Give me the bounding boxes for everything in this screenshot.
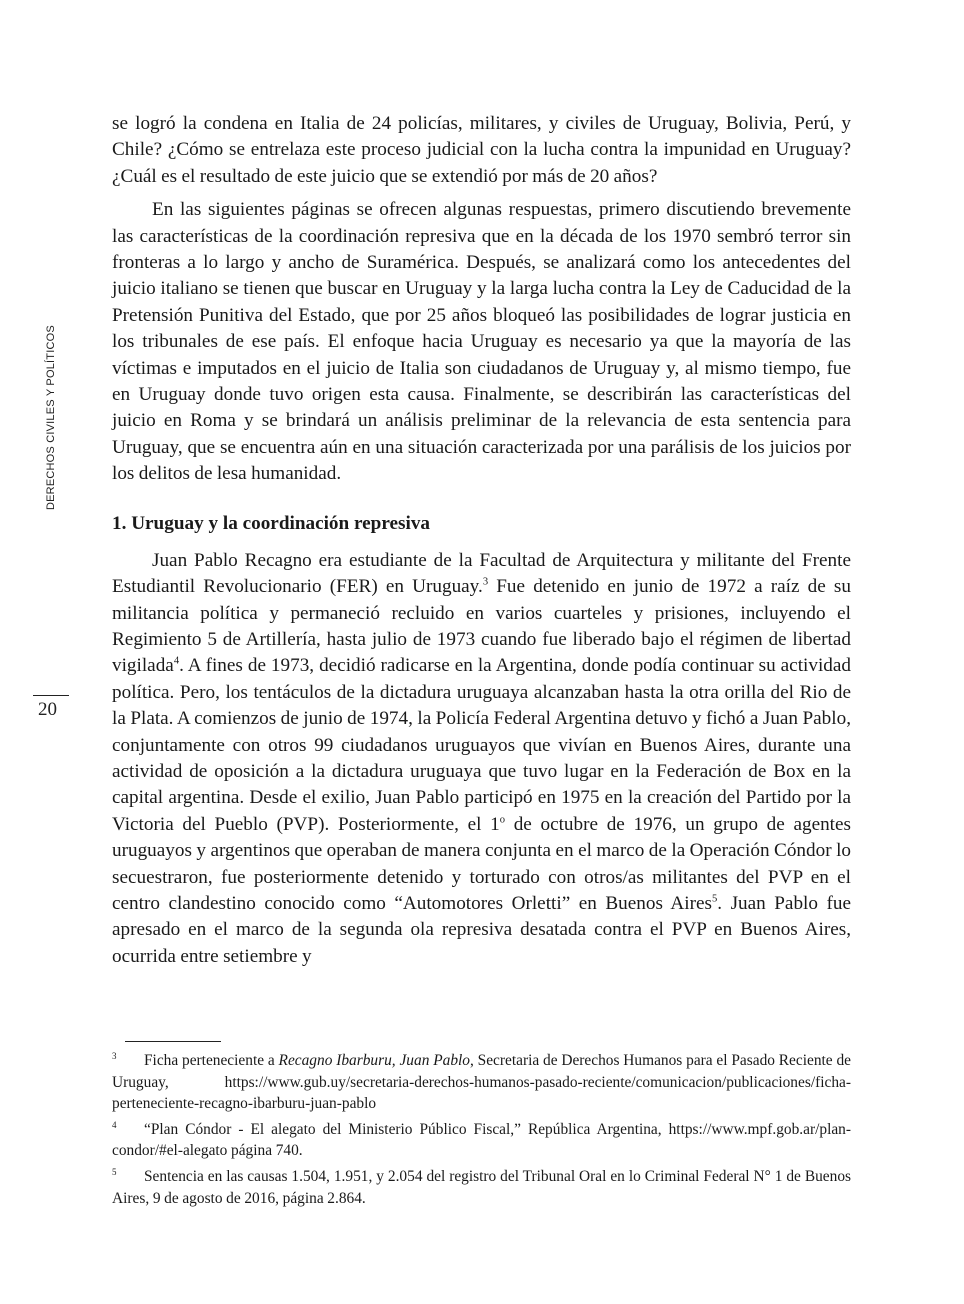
section-heading: 1. Uruguay y la coordinación represiva: [112, 512, 431, 534]
paragraph-text: Fue detenido en junio de 1972 a raíz de su militancia política y permaneció recluido en varios cuarteles y prisiones, incluyendo el Regimiento 5 de Artillería, hasta julio de 1973 cuando fue liberado bajo el régimen de libertad vigilada: [112, 576, 851, 677]
footnote-4: [112, 1115, 851, 1162]
footnote-italic-text: Recagno Ibarburu, Juan Pablo: [278, 1052, 470, 1069]
paragraph-continuation: se logró la condena en Italia de 24 policías, militares, y civiles de Uruguay, Bolivia, Perú, y Chile? ¿Cómo se entrelaza este proceso judicial con la lucha contra la impunidad en Uruguay? ¿Cuál es el resultado de este juicio que se extendió por más de 20 años?: [112, 113, 851, 187]
footnote-separator: [125, 1041, 221, 1042]
footnote-ref-5[interactable]: 5: [711, 893, 718, 905]
paragraph-recagno: [112, 548, 851, 971]
page-number: 20: [38, 699, 57, 720]
footnote-text: , Secretaria de Derechos Humanos para el Pasado Reciente de Uruguay, https://www.gub.uy/secretaria-derechos-humanos-pasado-reciente/comunicacion/publicaciones/ficha-perteneciente-recagno-ibarburu-juan-pablo: [112, 1052, 851, 1113]
footnote-text: “Plan Cóndor - El alegato del Ministerio Público Fiscal,” República Argentina, https://www.mpf.gob.ar/plan-condor/#el-alegato página 740.: [112, 1120, 851, 1160]
page-number-rule: [33, 695, 69, 696]
footnote-5: [112, 1162, 851, 1209]
footnote-text: Sentencia en las causas 1.504, 1.951, y 2.054 del registro del Tribunal Oral en lo Criminal Federal N° 1 de Buenos Aires, 9 de agosto de 2016, página 2.864.: [112, 1167, 851, 1207]
ordinal-indicator: o: [499, 814, 506, 826]
body-text: [112, 111, 851, 970]
paragraph-text: . Juan Pablo fue apresado en el marco de la segunda ola represiva desatada contra el PVP en Buenos Aires, ocurrida entre setiembre y: [112, 892, 851, 967]
paragraph-overview: En las siguientes páginas se ofrecen algunas respuestas, primero discutiendo brevemente las características de la coordinación represiva que en la década de los 1970 sembró terror sin fronteras a lo largo y ancho de Suramérica. Después, se analizará como los antecedentes del juicio italiano se tienen que buscar en Uruguay y la larga lucha contra la Ley de Caducidad de la Pretensión Punitiva del Estado, que por 25 años bloqueó las posibilidades de lograr justicia en los tribunales de ese país. El enfoque hacia Uruguay es necesario ya que la mayoría de las víctimas e imputados en el juicio de Italia son ciudadanos de Uruguay y, al mismo tiempo, fue en Uruguay donde tuvo origen esta causa. Finalmente, se describirán las características del juicio en Roma y se brindará un análisis preliminar de la relevancia de esta sentencia para Uruguay, que se encuentra aún en una situación caracterizada por una parálisis de los juicios por los delitos de lesa humanidad.: [112, 199, 851, 485]
paragraph-text: . A fines de 1973, decidió radicarse en la Argentina, donde podía continuar su actividad política. Pero, los tentáculos de la dictadura uruguaya alcanzaban hasta la otra orilla del Rio de la Plata. A comienzos de junio de 1974, la Policía Federal Argentina detuvo y fichó a Juan Pablo, conjuntamente con otros 99 ciudadanos uruguayos que vivían en Buenos Aires, durante una actividad de oposición a la dictadura uruguaya que tuvo lugar en la Federación de Box en la capital argentina. Desde el exilio, Juan Pablo participó en 1975 en la creación del Partido por la Victoria del Pueblo (PVP). Posteriormente, el 1: [112, 655, 851, 835]
footnote-number: 3: [112, 1051, 117, 1061]
footnotes: [112, 1041, 851, 1209]
footnote-ref-4[interactable]: 4: [173, 655, 180, 667]
paragraph-text: Juan Pablo Recagno era estudiante de la Facultad de Arquitectura y militante del Frente Estudiantil Revolucionario (FER) en Uruguay.: [112, 549, 851, 598]
footnote-number: 5: [112, 1166, 117, 1177]
footnote-text: Ficha perteneciente a: [144, 1052, 279, 1069]
footnote-number: 4: [112, 1119, 117, 1130]
footnote-3: [112, 1046, 851, 1115]
paragraph-text: de octubre de 1976, un grupo de agentes uruguayos y argentinos que operaban de manera conjunta en el marco de la Operación Cóndor lo secuestraron, fue posteriormente detenido y torturado con otros/as militantes del PVP en el centro clandestino conocido como “Automotores Orletti” en Buenos Aires: [112, 813, 851, 914]
running-header-side-label: DERECHOS CIVILES Y POLÍTICOS: [45, 325, 57, 510]
footnote-ref-3[interactable]: 3: [482, 576, 489, 588]
